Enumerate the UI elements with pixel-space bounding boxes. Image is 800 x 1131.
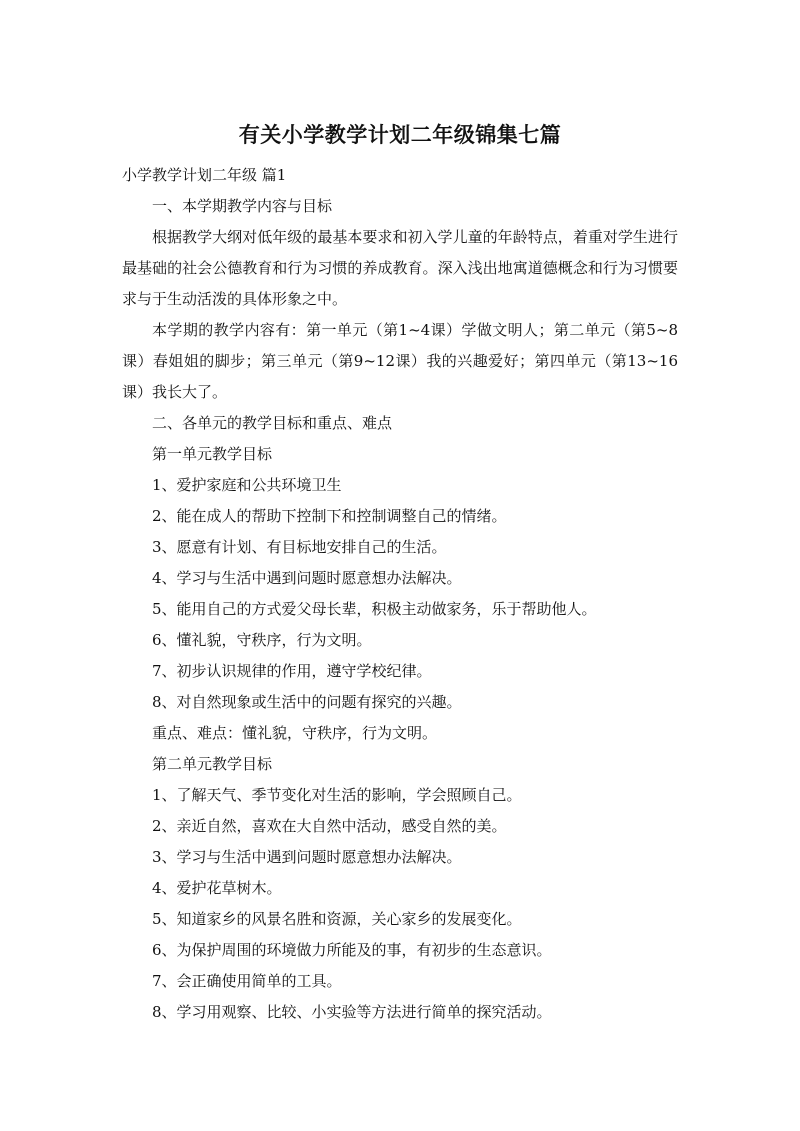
list-item: 6、懂礼貌，守秩序，行为文明。: [152, 631, 372, 649]
list-item: 7、初步认识规律的作用，遵守学校纪律。: [152, 662, 432, 680]
list-item: 5、能用自己的方式爱父母长辈，积极主动做家务，乐于帮助他人。: [152, 600, 597, 618]
list-item: 1、爱护家庭和公共环境卫生: [152, 476, 342, 494]
list-item: 3、学习与生活中遇到问题时愿意想办法解决。: [152, 848, 462, 866]
list-item: 7、会正确使用简单的工具。: [152, 972, 342, 990]
list-item: 8、学习用观察、比较、小实验等方法进行简单的探究活动。: [152, 1003, 552, 1021]
document-title: 有关小学教学计划二年级锦集七篇: [238, 123, 562, 147]
section-heading: 小学教学计划二年级 篇1: [122, 166, 287, 184]
list-item: 1、了解天气、季节变化对生活的影响，学会照顾自己。: [152, 786, 522, 804]
part2-heading: 二、各单元的教学目标和重点、难点: [152, 414, 393, 432]
unit1-key-points: 重点、难点：懂礼貌，守秩序，行为文明。: [152, 724, 438, 742]
list-item: 5、知道家乡的风景名胜和资源，关心家乡的发展变化。: [152, 910, 522, 928]
paragraph-1: 根据教学大纲对低年级的最基本要求和初入学儿童的年龄特点，着重对学生进行最基础的社会公德教育和行为习惯的养成教育。深入浅出地寓道德概念和行为习惯要求与于生动活泼的具体形象之中。: [122, 228, 678, 308]
list-item: 8、对自然现象或生活中的问题有探究的兴趣。: [152, 693, 462, 711]
part1-heading: 一、本学期教学内容与目标: [152, 197, 333, 215]
list-item: 3、愿意有计划、有目标地安排自己的生活。: [152, 538, 447, 556]
list-item: 4、爱护花草树木。: [152, 879, 282, 897]
unit2-heading: 第二单元教学目标: [152, 755, 273, 773]
list-item: 2、能在成人的帮助下控制下和控制调整自己的情绪。: [152, 507, 507, 525]
paragraph-2: 本学期的教学内容有：第一单元（第1~4课）学做文明人；第二单元（第5~8课）春姐姐的脚步；第三单元（第9~12课）我的兴趣爱好；第四单元（第13~16课）我长大了。: [122, 321, 678, 401]
list-item: 4、学习与生活中遇到问题时愿意想办法解决。: [152, 569, 462, 587]
document-body: [122, 160, 678, 1028]
list-item: 6、为保护周围的环境做力所能及的事，有初步的生态意识。: [152, 941, 552, 959]
list-item: 2、亲近自然，喜欢在大自然中活动，感受自然的美。: [152, 817, 507, 835]
unit1-heading: 第一单元教学目标: [152, 445, 273, 463]
